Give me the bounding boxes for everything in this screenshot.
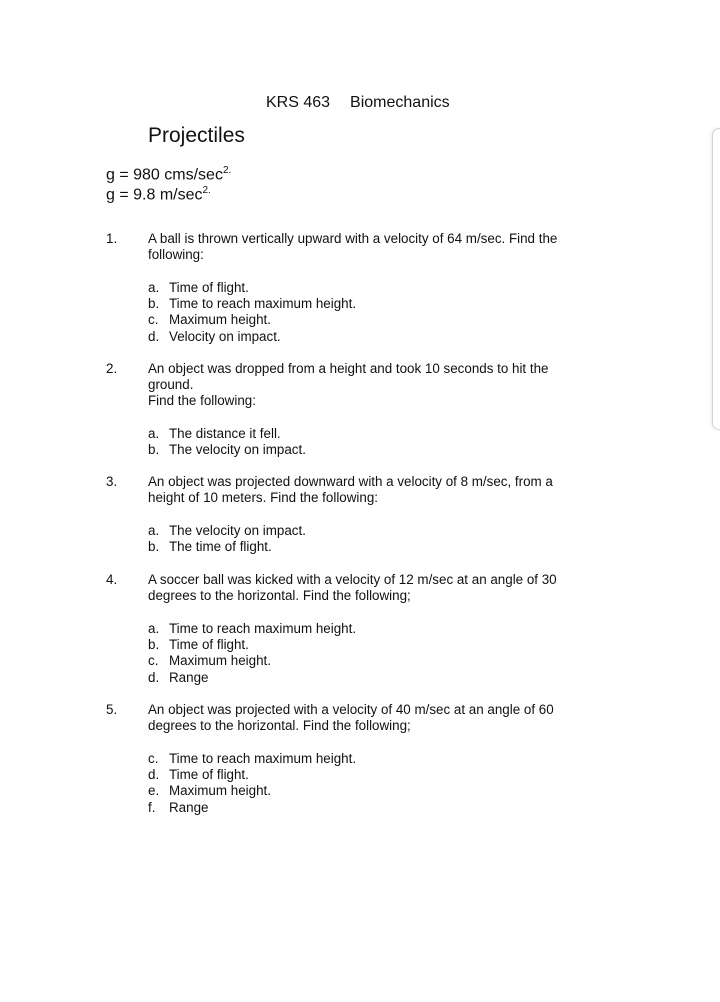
list-item: f. Range <box>148 799 209 815</box>
problem-4 <box>106 572 596 604</box>
course-code: KRS 463 <box>266 94 331 111</box>
list-item: d. Time of flight. <box>148 767 249 783</box>
list-item: c. Maximum height. <box>148 653 271 669</box>
problem-text-line: degrees to the horizontal. Find the following; <box>148 588 411 604</box>
problem-5-items <box>148 751 356 816</box>
list-item: a. Time of flight. <box>148 280 249 295</box>
problem-text-line: An object was dropped from a height and took 10 seconds to hit the <box>148 361 549 376</box>
problem-text-line: degrees to the horizontal. Find the following; <box>148 718 411 734</box>
problem-text-line: Find the following: <box>148 393 256 409</box>
problem-1 <box>106 231 596 263</box>
problem-2-items <box>148 426 306 458</box>
problem-number: 4. <box>106 572 118 587</box>
problem-text-line: height of 10 meters. Find the following: <box>148 490 379 506</box>
problem-2 <box>106 361 596 410</box>
list-item: a. Time to reach maximum height. <box>148 621 357 636</box>
list-item: b. The time of flight. <box>148 539 272 555</box>
list-item: b. The velocity on impact. <box>148 442 306 458</box>
problem-text-line: An object was projected downward with a velocity of 8 m/sec, from a <box>148 474 553 489</box>
list-item: b. Time of flight. <box>148 637 249 653</box>
problem-number: 5. <box>106 702 118 717</box>
problem-text-line: ground. <box>148 377 194 393</box>
problem-3 <box>106 474 596 506</box>
problem-5 <box>106 702 596 734</box>
document-header <box>266 94 450 112</box>
list-item: a. The distance it fell. <box>148 426 281 441</box>
problem-text-line: following: <box>148 247 204 263</box>
problem-text-line: An object was projected with a velocity of 40 m/sec at an angle of 60 <box>148 702 554 717</box>
problem-number: 3. <box>106 474 118 489</box>
problem-text-line: A soccer ball was kicked with a velocity of 12 m/sec at an angle of 30 <box>148 572 557 587</box>
list-item: b. Time to reach maximum height. <box>148 296 357 312</box>
list-item: d. Velocity on impact. <box>148 328 281 344</box>
list-item: c. Time to reach maximum height. <box>148 751 357 766</box>
problem-3-items <box>148 523 306 555</box>
list-item: d. Range <box>148 669 209 685</box>
problem-text-line: A ball is thrown vertically upward with a velocity of 64 m/sec. Find the <box>148 231 558 246</box>
list-item: a. The velocity on impact. <box>148 523 306 538</box>
problem-4-items <box>148 621 356 686</box>
gravity-constant-cgs: g = 980 cms/$\sec^{2.}$ <box>106 165 232 184</box>
edge-panel-handle[interactable] <box>712 128 720 430</box>
problem-1-items <box>148 280 356 345</box>
page-title: Projectiles <box>148 124 245 147</box>
course-subject: Biomechanics <box>350 94 450 111</box>
list-item: e. Maximum height. <box>148 783 271 799</box>
gravity-constant-si: g = 9.8 $m/\sec^{2.}$ <box>106 185 211 204</box>
problem-number: 2. <box>106 361 118 376</box>
problem-number: 1. <box>106 231 118 246</box>
list-item: c. Maximum height. <box>148 312 271 328</box>
